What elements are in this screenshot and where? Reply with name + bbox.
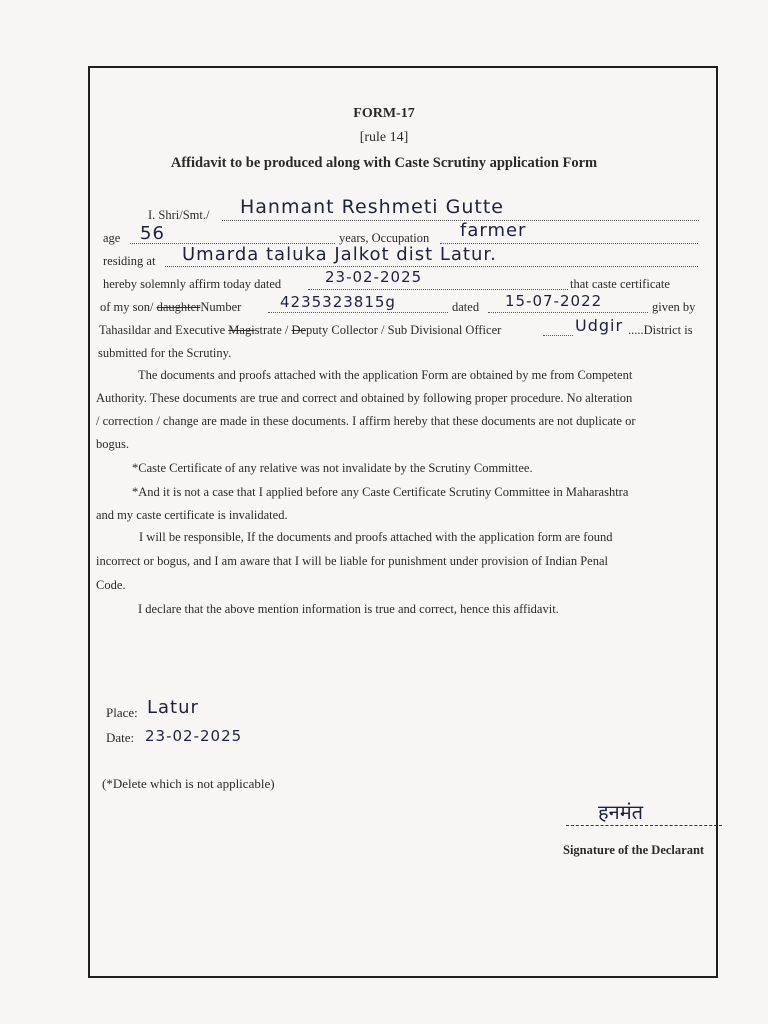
district-value: Udgir xyxy=(575,316,624,335)
that-caste-label: that caste certificate xyxy=(570,277,670,291)
paragraph-4-line-3: Code. xyxy=(96,578,126,592)
officer-label xyxy=(99,323,501,338)
number-label: Number xyxy=(200,300,242,314)
given-by-label: given by xyxy=(652,300,696,314)
date-value: 23-02-2025 xyxy=(145,727,243,745)
affirm-date-dotted-line xyxy=(308,289,568,290)
son-daughter-label xyxy=(100,300,241,315)
cert-number-dotted-line xyxy=(268,312,448,313)
tahasildar-text: Tahasildar and Executive xyxy=(99,323,229,337)
form-title: FORM-17 xyxy=(353,106,415,121)
place-label: Place: xyxy=(106,705,138,720)
affirm-label: hereby solemnly affirm today dated xyxy=(103,277,282,291)
paragraph-2: *Caste Certificate of any relative was not invalidate by the Scrutiny Committee. xyxy=(132,461,533,475)
dated-label: dated xyxy=(452,300,480,314)
address-dotted-line xyxy=(165,266,698,267)
certificate-date: 15-07-2022 xyxy=(505,292,603,310)
paragraph-3-line-2: and my caste certificate is invalidated. xyxy=(96,508,288,522)
submitted-text: submitted for the Scrutiny. xyxy=(98,346,232,360)
residing-label: residing at xyxy=(103,254,156,268)
paragraph-5: I declare that the above mention information is true and correct, hence this affidavit. xyxy=(138,602,559,616)
paragraph-1-line-3: / correction / change are made in these documents. I affirm hereby that these documents are not duplicate or xyxy=(96,414,636,428)
strate-text: strate / xyxy=(254,323,292,337)
form-heading: Affidavit to be produced along with Caste Scrutiny application Form xyxy=(170,155,598,171)
district-label: .....District is xyxy=(628,323,693,337)
daughter-struck-text: daughter xyxy=(156,300,201,314)
of-my-son-text: of my son/ xyxy=(100,300,154,314)
occupation-label: years, Occupation xyxy=(339,231,430,245)
district-dotted-line xyxy=(543,335,573,336)
delete-note: (*Delete which is not applicable) xyxy=(102,776,275,791)
age-label: age xyxy=(103,231,121,245)
declarant-name: Hanmant Reshmeti Gutte xyxy=(240,196,504,218)
paragraph-3-line-1: *And it is not a case that I applied before any Caste Certificate Scrutiny Committee in Maharashtra xyxy=(132,485,629,499)
de-struck-text: De xyxy=(291,323,307,337)
date-label: Date: xyxy=(106,730,135,745)
declarant-occupation: farmer xyxy=(460,220,527,241)
cert-date-dotted-line xyxy=(488,312,648,313)
declarant-address: Umarda taluka Jalkot dist Latur. xyxy=(182,244,497,265)
signature-handwriting: हनमंत xyxy=(598,800,644,824)
puty-text: puty Collector / Sub Divisional Officer xyxy=(306,323,502,337)
certificate-number: 4235323815g xyxy=(280,293,396,311)
signature-label: Signature of the Declarant xyxy=(563,843,705,857)
declarant-age: 56 xyxy=(140,223,165,244)
paragraph-4-line-1: I will be responsible, If the documents and proofs attached with the application form are found xyxy=(139,530,613,544)
affirm-date: 23-02-2025 xyxy=(325,268,423,286)
place-value: Latur xyxy=(147,697,199,718)
paragraph-1-line-2: Authority. These documents are true and correct and obtained by following proper procedure. No alteration xyxy=(96,391,633,405)
signature-line xyxy=(566,825,722,826)
shri-label: I. Shri/Smt./ xyxy=(148,208,210,222)
paragraph-1-line-1: The documents and proofs attached with the application Form are obtained by me from Competent xyxy=(138,368,633,382)
magi-struck-text: Magi xyxy=(228,323,255,337)
paragraph-1-line-4: bogus. xyxy=(96,437,129,451)
form-rule: [rule 14] xyxy=(359,130,409,145)
paragraph-4-line-2: incorrect or bogus, and I am aware that I will be liable for punishment under provision of Indian Penal xyxy=(96,554,609,568)
